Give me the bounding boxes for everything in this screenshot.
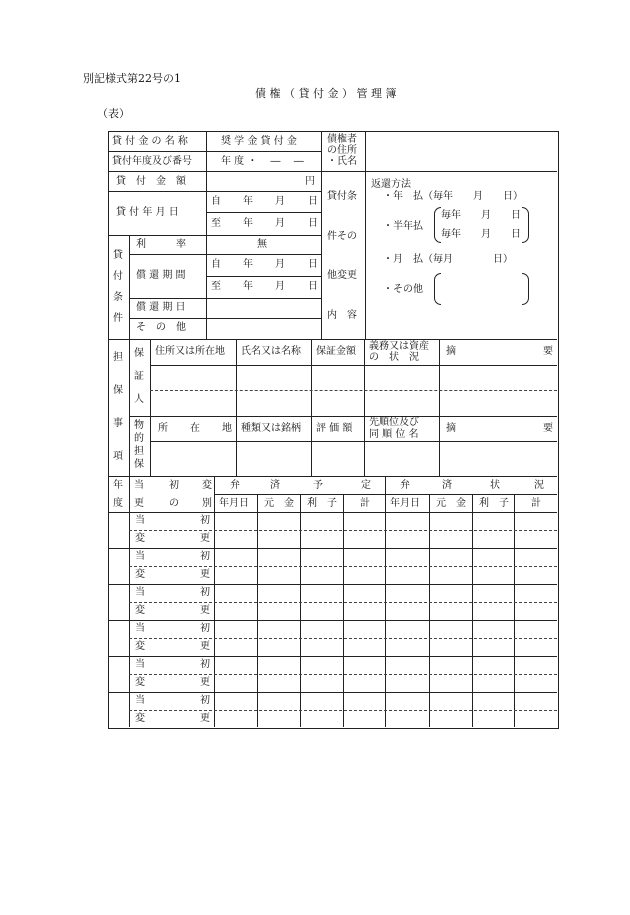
to-char: 至: [211, 218, 221, 229]
change-label: 貸付条: [327, 191, 357, 202]
page-title: 債 権 （ 貸 付 金 ） 管 理 簿: [255, 87, 397, 100]
row-label-change: 変: [135, 533, 145, 544]
status-header-char: 済: [442, 480, 452, 491]
year-col-char: 年: [113, 480, 123, 491]
collateral-char: 事: [113, 418, 123, 429]
change-head-char: 初: [169, 480, 179, 491]
collateral-char: 保: [113, 385, 123, 396]
grid-line: [108, 339, 557, 340]
grid-line: [214, 494, 557, 495]
col-guarantee-amount: 保証金額: [316, 346, 356, 357]
row-label-original: 初: [200, 623, 210, 634]
sub-interest: 利 子: [307, 498, 337, 509]
year-char: 年: [243, 218, 253, 229]
month-char: 月: [275, 218, 285, 229]
right-paren: [522, 273, 529, 305]
change-label: 他変更: [327, 270, 357, 281]
status-header-char: 状: [490, 480, 500, 491]
day-char: 日: [308, 281, 318, 292]
grid-line: [108, 151, 321, 152]
sub-total: 計: [360, 498, 370, 509]
year-char: 年: [243, 281, 253, 292]
row-label-change: 更: [200, 713, 210, 724]
col-priority-2: 同 順 位 名: [369, 429, 419, 440]
semi-line-1: 毎年 月 日: [441, 210, 521, 221]
grid-line: [364, 339, 365, 476]
grid-line: [321, 131, 322, 339]
grid-line: [129, 339, 130, 476]
rate-value: 無: [257, 239, 267, 250]
grid-line: [206, 171, 207, 339]
sub-total: 計: [531, 498, 541, 509]
from-char: 自: [211, 196, 221, 207]
grid-line: [150, 365, 557, 366]
grid-line: [129, 416, 557, 417]
col-remarks: 摘: [446, 346, 456, 357]
repayment-monthly: ・月 払（毎月 日）: [383, 254, 513, 265]
year-number-value: 年 度 ・ ― ―: [221, 156, 304, 167]
guarantor-char: 保: [134, 348, 144, 359]
status-header-char: 況: [534, 480, 544, 491]
row-label-original: 初: [200, 587, 210, 598]
row-label-change: 更: [200, 641, 210, 652]
repayment-semi: ・半年払: [383, 221, 423, 232]
month-char: 月: [275, 281, 285, 292]
grid-line: [129, 638, 557, 639]
change-head-char: 変: [202, 480, 212, 491]
col-obligation-2: の 状 況: [369, 352, 419, 363]
creditor-label-3: ・氏名: [327, 156, 357, 167]
row-label-change: 変: [135, 677, 145, 688]
amount-unit: 円: [305, 176, 315, 187]
row-label-original: 当: [135, 659, 145, 670]
right-paren: [522, 207, 529, 243]
grid-line: [108, 656, 557, 657]
grid-line: [108, 191, 321, 192]
grid-line: [129, 566, 557, 567]
col-obligation-1: 義務又は資産: [369, 341, 429, 352]
change-head-char: 別: [202, 498, 212, 509]
grid-line: [129, 602, 557, 603]
repayment-title: 返還方法: [371, 179, 411, 190]
row-label-change: 変: [135, 713, 145, 724]
sub-interest: 利 子: [479, 498, 509, 509]
grid-line: [108, 235, 321, 236]
collateral-char: 項: [113, 451, 123, 462]
grid-line: [236, 339, 237, 476]
col-priority-1: 先順位及び: [369, 417, 419, 428]
change-head-char: の: [169, 498, 179, 509]
grid-line: [206, 276, 321, 277]
creditor-label-2: の住所: [327, 145, 357, 156]
repayment-other: ・その他: [383, 284, 423, 295]
left-paren: [434, 207, 441, 243]
loan-date-label: 貸 付 年 月 日: [116, 207, 179, 218]
from-char: 自: [211, 259, 221, 270]
grid-line: [206, 212, 321, 213]
change-head-char: 当: [134, 480, 144, 491]
day-char: 日: [308, 196, 318, 207]
col-location: 在: [190, 423, 200, 434]
grid-line: [108, 512, 557, 513]
period-label: 償 還 期 間: [136, 270, 186, 281]
col-name: 氏名又は名称: [241, 346, 301, 357]
loan-name-value: 奨 学 金 貸 付 金: [221, 136, 297, 147]
grid-line: [108, 620, 557, 621]
row-label-change: 更: [200, 677, 210, 688]
grid-line: [108, 584, 557, 585]
year-char: 年: [243, 259, 253, 270]
row-label-original: 当: [135, 515, 145, 526]
sub-principal: 元 金: [436, 498, 466, 509]
change-head-char: 更: [134, 498, 144, 509]
sub-date: 年月日: [219, 498, 249, 509]
col-remarks-2: 要: [543, 423, 553, 434]
row-label-change: 更: [200, 605, 210, 616]
grid-line: [108, 692, 557, 693]
due-label: 償 還 期 日: [136, 302, 186, 313]
row-label-original: 当: [135, 623, 145, 634]
grid-line: [129, 710, 557, 711]
grid-line: [108, 548, 557, 549]
guarantor-char: 人: [134, 394, 144, 405]
row-label-original: 初: [200, 515, 210, 526]
row-label-original: 初: [200, 695, 210, 706]
plan-header-char: 予: [313, 480, 323, 491]
amount-label: 貸 付 金 額: [116, 176, 186, 187]
repayment-annual: ・年 払（毎年 月 日）: [383, 191, 523, 202]
row-label-original: 当: [135, 551, 145, 562]
plan-header-char: 定: [361, 480, 371, 491]
row-label-original: 初: [200, 551, 210, 562]
grid-line: [439, 339, 440, 476]
property-char: 担: [134, 446, 144, 457]
sub-principal: 元 金: [264, 498, 294, 509]
change-label: 件その: [327, 231, 357, 242]
year-col-char: 度: [113, 498, 123, 509]
to-char: 至: [211, 281, 221, 292]
month-char: 月: [275, 259, 285, 270]
grid-line: [129, 530, 557, 531]
loan-name-label: 貸 付 金 の 名 称: [112, 136, 188, 147]
grid-line: [108, 171, 557, 172]
property-char: 物: [134, 420, 144, 431]
grid-line: [365, 131, 366, 339]
conditions-char: 件: [113, 313, 123, 324]
month-char: 月: [275, 196, 285, 207]
grid-line: [129, 235, 130, 339]
row-label-original: 当: [135, 587, 145, 598]
semi-line-2: 毎年 月 日: [441, 229, 521, 240]
collateral-char: 担: [113, 352, 123, 363]
side-indicator: （表）: [97, 107, 130, 120]
col-location: 所: [158, 423, 168, 434]
grid-line: [150, 390, 557, 391]
grid-line: [311, 339, 312, 476]
row-label-change: 変: [135, 605, 145, 616]
col-location: 地: [222, 423, 232, 434]
change-label: 内 容: [327, 310, 357, 321]
col-remarks: 摘: [446, 423, 456, 434]
grid-line: [129, 298, 321, 299]
creditor-label-1: 債権者: [327, 134, 357, 145]
form-number: 別記様式第22号の1: [83, 72, 181, 85]
col-address: 住所又は所在地: [155, 346, 225, 357]
row-label-original: 当: [135, 695, 145, 706]
row-label-change: 変: [135, 569, 145, 580]
property-char: 保: [134, 459, 144, 470]
col-kind: 種類又は銘柄: [241, 423, 301, 434]
status-header-char: 弁: [400, 480, 410, 491]
conditions-char: 付: [113, 271, 123, 282]
property-char: 的: [134, 433, 144, 444]
col-valuation: 評 価 額: [316, 423, 353, 434]
row-label-original: 初: [200, 659, 210, 670]
grid-line: [129, 674, 557, 675]
conditions-char: 条: [113, 292, 123, 303]
day-char: 日: [308, 218, 318, 229]
grid-line: [150, 441, 557, 442]
grid-line: [108, 476, 557, 477]
grid-line: [150, 339, 151, 476]
left-paren: [434, 273, 441, 305]
year-char: 年: [243, 196, 253, 207]
plan-header-char: 弁: [230, 480, 240, 491]
row-label-change: 更: [200, 569, 210, 580]
col-remarks-2: 要: [543, 346, 553, 357]
conditions-char: 貸: [113, 250, 123, 261]
plan-header-char: 済: [270, 480, 280, 491]
guarantor-char: 証: [134, 371, 144, 382]
grid-line: [129, 254, 321, 255]
row-label-change: 更: [200, 533, 210, 544]
year-number-label: 貸付年度及び番号: [112, 156, 192, 167]
day-char: 日: [308, 259, 318, 270]
other-label: そ の 他: [136, 322, 186, 333]
sub-date: 年月日: [390, 498, 420, 509]
rate-label: 利 率: [136, 239, 186, 250]
row-label-change: 変: [135, 641, 145, 652]
grid-line: [129, 318, 321, 319]
